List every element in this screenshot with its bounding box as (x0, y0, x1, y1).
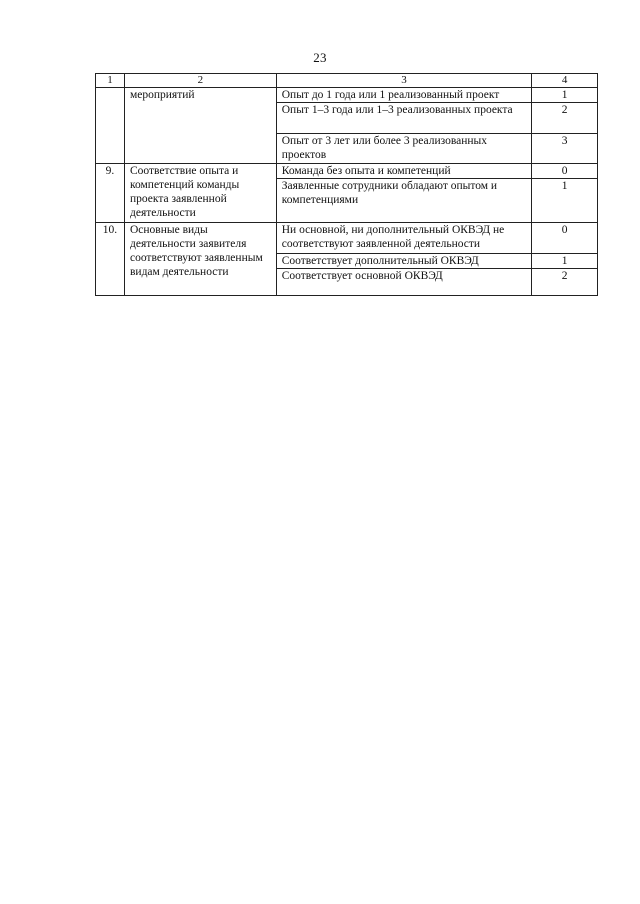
option-score: 1 (532, 254, 598, 269)
column-header-2: 2 (124, 74, 276, 88)
option-description: Соответствует основной ОКВЭД (276, 269, 531, 296)
option-description: Опыт до 1 года или 1 реализованный проект (276, 88, 531, 103)
option-score: 1 (532, 179, 598, 223)
option-score: 0 (532, 223, 598, 254)
option-description: Опыт от 3 лет или более 3 реализованных проектов (276, 134, 531, 164)
row-number: 9. (96, 164, 125, 223)
criterion-cell: Основные виды деятельности заявителя соответствуют заявленным видам деятельности (124, 223, 276, 296)
table-row (96, 164, 598, 179)
option-score: 1 (532, 88, 598, 103)
option-score: 0 (532, 164, 598, 179)
criterion-cell: Соответствие опыта и компетенций команды проекта заявленной деятельности (124, 164, 276, 223)
criteria-table (95, 73, 598, 296)
row-number: 10. (96, 223, 125, 296)
option-description: Соответствует дополнительный ОКВЭД (276, 254, 531, 269)
criterion-cell: мероприятий (124, 88, 276, 164)
table-row (96, 223, 598, 254)
option-description: Команда без опыта и компетенций (276, 164, 531, 179)
option-score: 2 (532, 103, 598, 134)
option-description: Заявленные сотрудники обладают опытом и компетенциями (276, 179, 531, 223)
table-row (96, 88, 598, 103)
option-score: 2 (532, 269, 598, 296)
row-number (96, 88, 125, 164)
column-header-4: 4 (532, 74, 598, 88)
option-score: 3 (532, 134, 598, 164)
option-description: Опыт 1–3 года или 1–3 реализованных проекта (276, 103, 531, 134)
option-description: Ни основной, ни дополнительный ОКВЭД не соответствуют заявленной деятельности (276, 223, 531, 254)
page-number: 23 (313, 50, 327, 65)
column-header-3: 3 (276, 74, 531, 88)
column-header-1: 1 (96, 74, 125, 88)
table-header-row (96, 74, 598, 88)
